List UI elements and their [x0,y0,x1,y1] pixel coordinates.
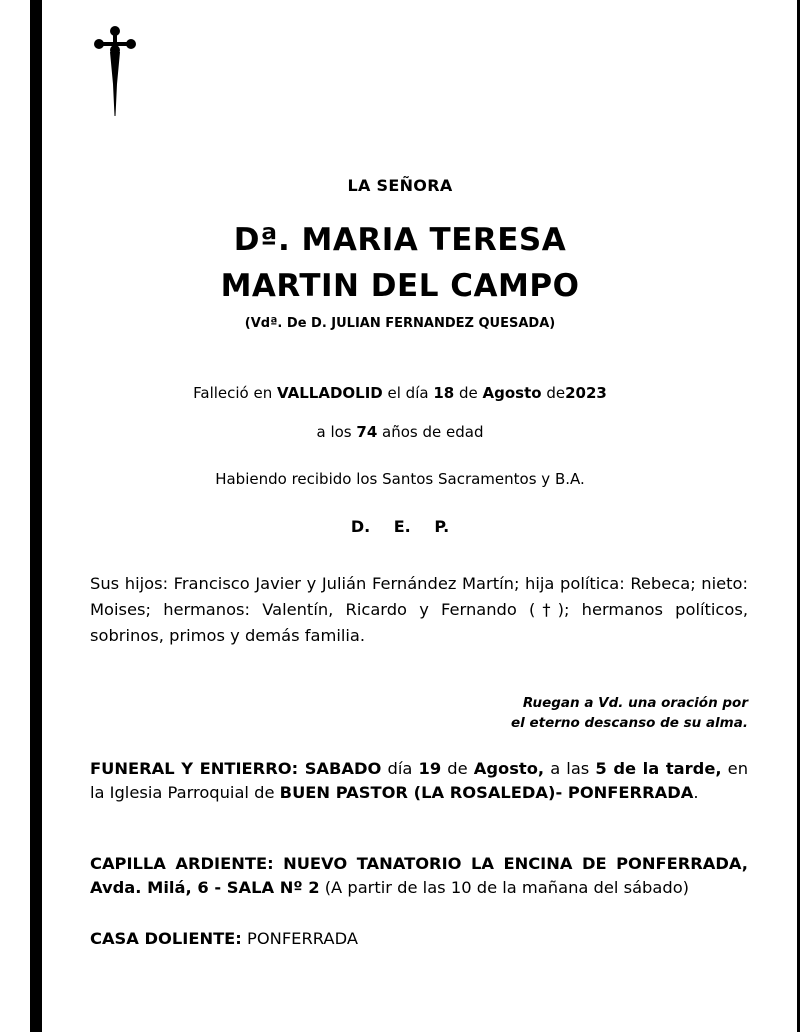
funeral-info: FUNERAL Y ENTIERRO: SABADO día 19 de Agosto, a las 5 de la tarde, en la Iglesia Parroquial de BUEN PASTOR (LA ROSALEDA)- PONFERRADA. [90,759,749,802]
house-info: CASA DOLIENTE: PONFERRADA [90,929,358,948]
family-paragraph: Sus hijos: Francisco Javier y Julián Fernández Martín; hija política: Rebeca; nieto: Moises; hermanos: Valentín, Ricardo y Fernando (†); hermanos políticos, sobrinos, primos y demás familia. [90,574,748,645]
deceased-name-line2: MARTIN DEL CAMPO [220,268,580,304]
age-line: a los 74 años de edad [316,423,484,441]
death-line: Falleció en VALLADOLID el día 18 de Agosto de2023 [193,384,607,402]
dep-line: D. E. P. [350,517,450,536]
cross-icon [92,24,138,118]
chapel-info: CAPILLA ARDIENTE: NUEVO TANATORIO LA ENCINA DE PONFERRADA, Avda. Milá, 6 - SALA Nº 2 (A partir de las 10 de la mañana del sábado) [90,854,748,897]
left-border-bar [30,0,42,1032]
sacraments-line: Habiendo recibido los Santos Sacramentos y B.A. [215,470,585,488]
prayer-request: Ruegan a Vd. una oración por el eterno descanso de su alma. [511,695,748,731]
heading: LA SEÑORA [347,176,453,195]
deceased-name-line1: Dª. MARIA TERESA [233,222,567,258]
widow-of: (Vdª. De D. JULIAN FERNANDEZ QUESADA) [244,316,556,331]
